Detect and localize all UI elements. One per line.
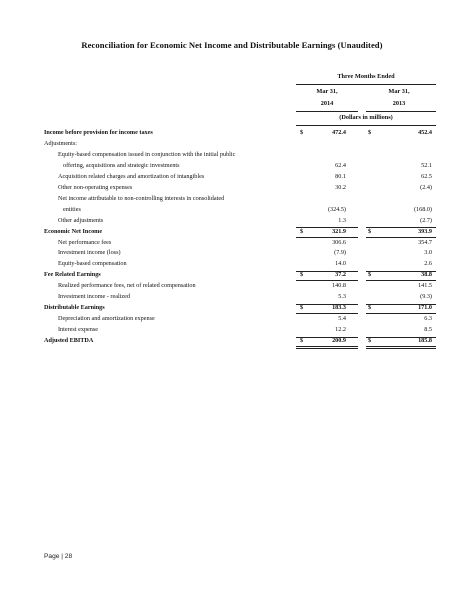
row-value-col1: 5.4	[338, 315, 346, 323]
table-row	[0, 314, 464, 324]
row-value-col1: 30.2	[335, 183, 346, 191]
row-value-col1: 472.4	[332, 129, 346, 136]
subtotal-rule-bottom-col1	[296, 280, 358, 281]
table-row	[0, 150, 464, 160]
row-value-col1: 321.9	[332, 227, 346, 235]
row-label: Acquisition related charges and amortization of intangibles	[58, 172, 205, 180]
row-value-col2: 8.5	[424, 326, 432, 334]
row-label: Investment income - realized	[58, 293, 130, 301]
row-label: Realized performance fees, net of related compensation	[58, 282, 196, 290]
col2-month-header: Mar 31,	[388, 88, 410, 95]
row-value-col1: 200.9	[332, 337, 346, 345]
row-label: Investment income (loss)	[58, 249, 121, 257]
table-row	[0, 281, 464, 291]
subtotal-rule-bottom-col1	[296, 313, 358, 314]
currency-symbol-col1: $	[300, 227, 304, 235]
subtotal-rule-bottom-col1	[296, 346, 358, 347]
currency-symbol-col1: $	[300, 304, 304, 312]
subtotal-rule-bottom-col2	[366, 280, 436, 281]
table-row	[0, 194, 464, 204]
currency-symbol-col1: $	[300, 271, 304, 279]
row-value-col2: (2.7)	[420, 216, 432, 224]
table-row	[0, 270, 464, 280]
currency-symbol-col2: $	[368, 227, 372, 235]
header-rule-col1	[296, 111, 358, 112]
page-number: Page | 28	[44, 553, 73, 560]
row-label: Adjusted EBITDA	[44, 337, 94, 345]
header-rule-top	[296, 84, 436, 85]
currency-symbol-col2: $	[368, 337, 372, 345]
period-group-header: Three Months Ended	[337, 73, 395, 80]
row-label: Equity-based compensation	[58, 260, 127, 268]
subtotal-rule-top-col2	[366, 271, 436, 272]
table-row	[0, 248, 464, 258]
row-label: Net income attributable to non-controlling interests in consolidated	[58, 194, 225, 202]
subtotal-rule-top-col1	[296, 271, 358, 272]
row-value-col2: 6.3	[424, 315, 432, 323]
row-label: Fee Related Earnings	[44, 271, 101, 279]
table-row	[0, 303, 464, 313]
table-row	[0, 238, 464, 248]
table-row	[0, 139, 464, 149]
subtotal-rule-top-col2	[366, 337, 436, 338]
subtotal-rule-top-col1	[296, 227, 358, 228]
total-double-rule-col2	[366, 348, 436, 349]
row-label: Adjustments:	[44, 139, 78, 147]
table-row	[0, 172, 464, 182]
units-header: (Dollars in millions)	[339, 114, 393, 121]
row-value-col1: 37.2	[335, 271, 346, 279]
subtotal-rule-bottom-col2	[366, 346, 436, 347]
row-label: Other adjustments	[58, 216, 104, 224]
currency-symbol-col2: $	[368, 129, 372, 136]
row-value-col1: 5.3	[338, 293, 346, 301]
row-value-col2: (168.0)	[413, 205, 432, 213]
row-value-col2: 171.0	[418, 304, 432, 312]
col1-year-header: 2014	[320, 100, 334, 107]
table-row	[0, 325, 464, 335]
row-value-col2: 2.6	[424, 260, 432, 268]
row-label: entities	[63, 205, 81, 213]
table-row	[0, 216, 464, 226]
row-value-col1: (7.9)	[334, 249, 346, 257]
row-value-col1: 80.1	[335, 172, 346, 180]
subtotal-rule-top-col1	[296, 337, 358, 338]
row-value-col2: 354.7	[418, 238, 432, 246]
subtotal-rule-top-col2	[366, 304, 436, 305]
row-label: Interest expense	[58, 326, 99, 334]
currency-symbol-col1: $	[300, 129, 304, 136]
row-label: Income before provision for income taxes	[44, 129, 153, 136]
row-value-col2: 141.5	[418, 282, 432, 290]
row-label: Economic Net Income	[44, 227, 103, 235]
row-label: offering, acquisitions and strategic investments	[63, 161, 180, 169]
row-value-col1: 140.8	[332, 282, 346, 290]
row-value-col2: 3.0	[424, 249, 432, 257]
subtotal-rule-bottom-col2	[366, 237, 436, 238]
row-value-col2: (2.4)	[420, 183, 432, 191]
row-label: Equity-based compensation issued in conjunction with the initial public	[58, 150, 236, 158]
row-label: Depreciation and amortization expense	[58, 315, 155, 323]
header-rule-bottom	[296, 125, 436, 126]
currency-symbol-col1: $	[300, 337, 304, 345]
row-value-col2: 38.8	[421, 271, 432, 279]
subtotal-rule-top-col1	[296, 304, 358, 305]
total-double-rule-col1	[296, 348, 358, 349]
subtotal-rule-top-col2	[366, 227, 436, 228]
col2-year-header: 2013	[392, 100, 406, 107]
row-value-col1: 306.6	[332, 238, 346, 246]
header-rule-col2	[366, 111, 436, 112]
table-row	[0, 292, 464, 302]
row-label: Other non-operating expenses	[58, 183, 133, 191]
table-row	[0, 128, 464, 138]
row-value-col1: 14.0	[335, 260, 346, 268]
table-row	[0, 336, 464, 346]
row-value-col1: 12.2	[335, 326, 346, 334]
table-row	[0, 227, 464, 237]
row-value-col1: 1.3	[338, 216, 346, 224]
row-value-col1: (324.5)	[327, 205, 346, 213]
row-label: Net performance fees	[58, 238, 112, 246]
currency-symbol-col2: $	[368, 271, 372, 279]
row-value-col2: 452.4	[418, 129, 432, 136]
table-row	[0, 205, 464, 215]
row-value-col2: 62.5	[421, 172, 432, 180]
row-label: Distributable Earnings	[44, 304, 105, 312]
table-row	[0, 161, 464, 171]
table-row	[0, 259, 464, 269]
currency-symbol-col2: $	[368, 304, 372, 312]
table-row	[0, 183, 464, 193]
row-value-col2: (9.3)	[420, 293, 432, 301]
row-value-col1: 62.4	[335, 161, 346, 169]
row-value-col2: 185.8	[418, 337, 432, 345]
col1-month-header: Mar 31,	[316, 88, 338, 95]
row-value-col1: 183.3	[332, 304, 346, 312]
row-value-col2: 52.1	[421, 161, 432, 169]
subtotal-rule-bottom-col1	[296, 237, 358, 238]
subtotal-rule-bottom-col2	[366, 313, 436, 314]
report-title: Reconciliation for Economic Net Income and Distributable Earnings (Unaudited)	[81, 40, 383, 50]
row-value-col2: 393.9	[418, 227, 432, 235]
